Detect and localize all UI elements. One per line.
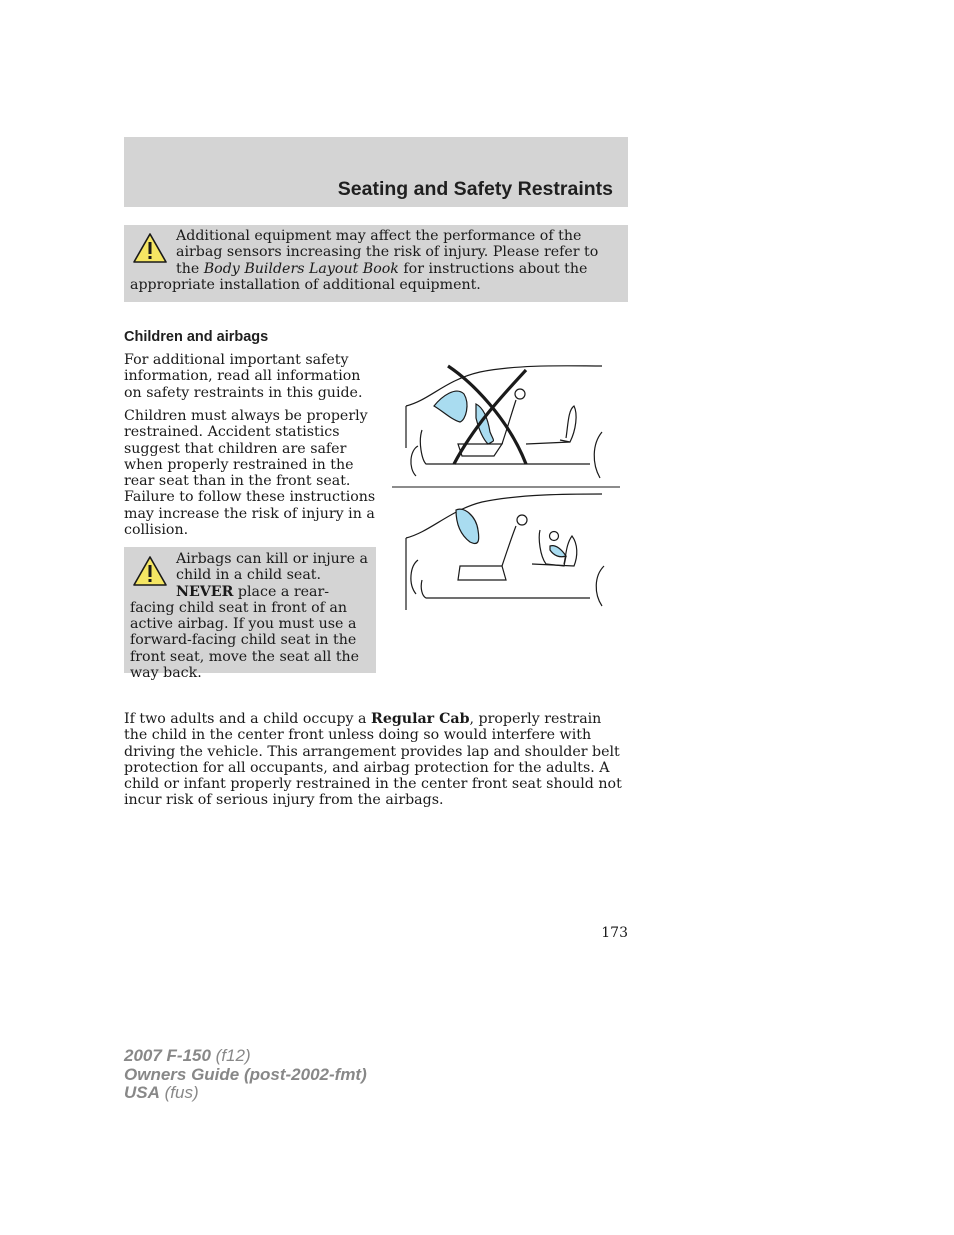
page-number: 173 [601,925,628,941]
warning-box-equipment [124,225,628,302]
warning-text-equipment: Additional equipment may affect the performance of the airbag sensors increasing the risk of injury. Please refer to the Body Builders Layout Book for instructions about the appropriate installation of additional equipment. [130,228,599,293]
child-seat-airbag-illustration [390,360,622,612]
warning-triangle-icon [132,232,168,264]
rear-facing-seat-prohibited-diagram [406,366,602,478]
section-heading: Children and airbags [124,329,269,345]
footer-doc-info [124,1047,367,1103]
footer-line-model: 2007 F-150 (f12) [124,1046,251,1065]
warning-box-child-seat [124,547,376,682]
header-band [124,137,628,207]
footer-line-market: USA (fus) [124,1083,199,1102]
paragraph-safety-info: For additional important safety information, read all information on safety restraints in this guide. [124,352,363,401]
footer-line-guide: Owners Guide (post-2002-fmt) [124,1064,367,1084]
forward-facing-seat-diagram [406,494,604,610]
warning-text-child-seat: Airbags can kill or injure a child in a child seat. NEVER place a rear-facing child seat in front of an active airbag. If you must use a forward-facing child seat in the front seat, move the seat all the way back. [130,551,368,682]
paragraph-regular-cab: If two adults and a child occupy a Regular Cab, properly restrain the child in the center front unless doing so would interfere with driving the vehicle. This arrangement provides lap and shoulder belt protection for all occupants, and airbag protection for the adults. A child or infant properly restrained in the center front seat should not incur risk of serious injury from the airbags. [124,711,622,809]
page-title: Seating and Safety Restraints [337,178,613,200]
warning-triangle-icon [132,555,168,587]
paragraph-children-restrained: Children must always be properly restrained. Accident statistics suggest that children are safer when properly restrained in the rear seat than in the front seat. Failure to follow these instructions may increase the risk of injury in a collision. [124,408,376,539]
